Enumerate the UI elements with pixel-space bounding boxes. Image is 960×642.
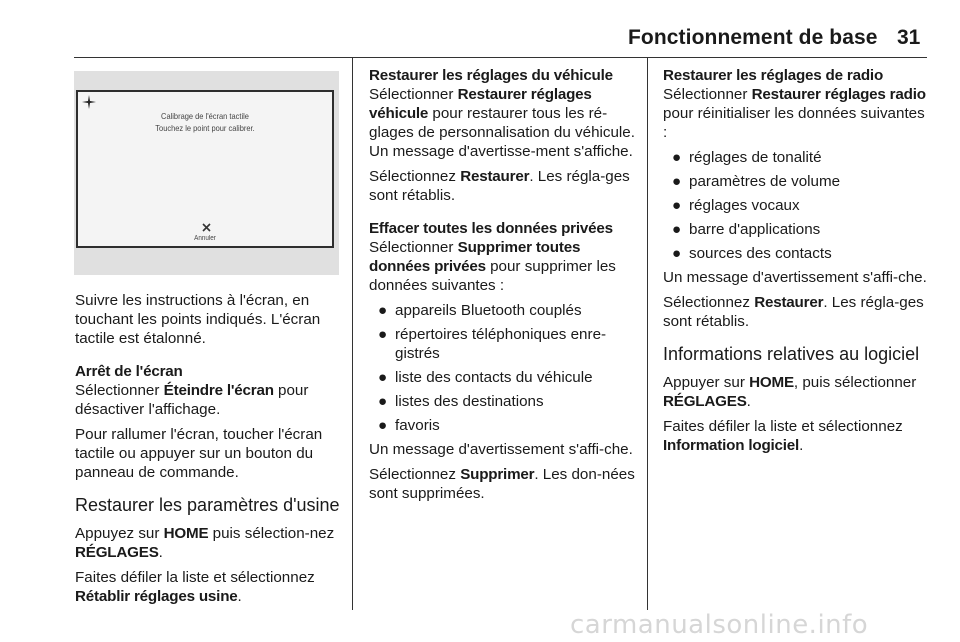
paragraph: Sélectionnez Supprimer. Les don-nées sont supprimées. <box>369 466 635 502</box>
calibration-subtitle: Touchez le point pour calibrer. <box>155 123 255 133</box>
header-rule <box>74 57 927 58</box>
menu-term: Restaurer <box>754 294 824 311</box>
paragraph: Sélectionner Restaurer réglages véhicule pour restaurer tous les ré-glages de personnalisation du véhicule. Un message d'avertisse-ment s'affiche. <box>369 86 635 160</box>
paragraph: Faites défiler la liste et sélectionnez Rétablir réglages usine. <box>75 569 315 605</box>
bullet-icon: ● <box>378 326 388 343</box>
menu-term: RÉGLAGES <box>663 393 747 410</box>
list-item: ● réglages de tonalité <box>672 149 822 166</box>
menu-term: Rétablir réglages usine <box>75 588 238 605</box>
menu-term: Supprimer toutes données privées <box>369 239 581 275</box>
menu-term: Restaurer <box>460 168 530 185</box>
paragraph: Sélectionner Éteindre l'écran pour désactiver l'affichage. <box>75 382 309 418</box>
paragraph: Sélectionner Supprimer toutes données privées pour supprimer les données suivantes : <box>369 239 616 294</box>
section-heading-vehicle-settings: Restaurer les réglages du véhicule <box>369 67 613 84</box>
list-item: ● listes des destinations <box>378 393 544 410</box>
paragraph: Appuyer sur HOME, puis sélectionner RÉGLAGES. <box>663 374 917 410</box>
paragraph: Sélectionnez Restaurer. Les régla-ges sont rétablis. <box>369 168 630 204</box>
menu-term: Restaurer réglages véhicule <box>369 86 592 122</box>
list-item: ● paramètres de volume <box>672 173 841 190</box>
column-2 <box>369 66 637 509</box>
column-divider <box>352 58 353 610</box>
list-item: ● sources des contacts <box>672 245 832 262</box>
paragraph: Un message d'avertissement s'affi-che. <box>369 441 633 458</box>
bullet-icon: ● <box>672 149 682 166</box>
column-3 <box>663 66 933 461</box>
menu-term: RÉGLAGES <box>75 544 159 561</box>
watermark: carmanualsonline.info <box>570 610 869 640</box>
menu-term: HOME <box>749 374 794 391</box>
menu-term: Supprimer <box>460 466 535 483</box>
close-icon[interactable] <box>202 223 211 232</box>
column-divider <box>647 58 648 610</box>
bullet-icon: ● <box>378 393 388 410</box>
crosshair-icon <box>82 95 96 109</box>
section-heading-factory-reset: Restaurer les paramètres d'usine <box>75 495 340 515</box>
paragraph: Sélectionnez Restaurer. Les régla-ges sont rétablis. <box>663 294 924 330</box>
calibration-title: Calibrage de l'écran tactile <box>161 111 249 121</box>
list-item: ● liste des contacts du véhicule <box>378 369 593 386</box>
paragraph: Appuyez sur HOME puis sélection-nez RÉGLAGES. <box>75 525 335 561</box>
bullet-list <box>663 148 933 263</box>
intro-paragraph: Suivre les instructions à l'écran, en touchant les points indiqués. L'écran tactile est étalonné. <box>75 292 321 347</box>
bullet-icon: ● <box>672 245 682 262</box>
paragraph: Pour rallumer l'écran, toucher l'écran tactile ou appuyer sur un bouton du panneau de commande. <box>75 426 323 481</box>
calibration-screen <box>76 90 334 248</box>
section-heading-erase-private-data: Effacer toutes les données privées <box>369 220 613 237</box>
bullet-icon: ● <box>378 369 388 386</box>
section-heading-screen-off: Arrêt de l'écran <box>75 363 183 380</box>
page-number: 31 <box>897 26 921 49</box>
menu-term: Restaurer réglages radio <box>751 86 926 103</box>
section-heading-radio-settings: Restaurer les réglages de radio <box>663 67 884 84</box>
bullet-list <box>369 301 637 435</box>
calibration-figure <box>74 71 339 275</box>
menu-term: HOME <box>163 525 209 542</box>
menu-term: Éteindre l'écran <box>163 382 274 399</box>
section-heading-software-info: Informations relatives au logiciel <box>663 344 920 364</box>
list-item: ● réglages vocaux <box>672 197 800 214</box>
list-item: ● appareils Bluetooth couplés <box>378 302 582 319</box>
bullet-icon: ● <box>378 302 388 319</box>
bullet-icon: ● <box>672 197 682 214</box>
column-1 <box>75 291 343 612</box>
list-item: ● répertoires téléphoniques enre-gistrés <box>378 326 607 362</box>
bullet-icon: ● <box>672 221 682 238</box>
paragraph: Un message d'avertissement s'affi-che. <box>663 269 927 286</box>
bullet-icon: ● <box>672 173 682 190</box>
paragraph: Faites défiler la liste et sélectionnez Information logiciel. <box>663 418 903 454</box>
page-header-title: Fonctionnement de base <box>628 26 878 49</box>
paragraph: Sélectionner Restaurer réglages radio pour réinitialiser les données suivantes : <box>663 86 926 141</box>
menu-term: Information logiciel <box>663 437 800 454</box>
list-item: ● barre d'applications <box>672 221 821 238</box>
bullet-icon: ● <box>378 417 388 434</box>
cancel-label[interactable]: Annuler <box>194 235 216 242</box>
list-item: ● favoris <box>378 417 440 434</box>
